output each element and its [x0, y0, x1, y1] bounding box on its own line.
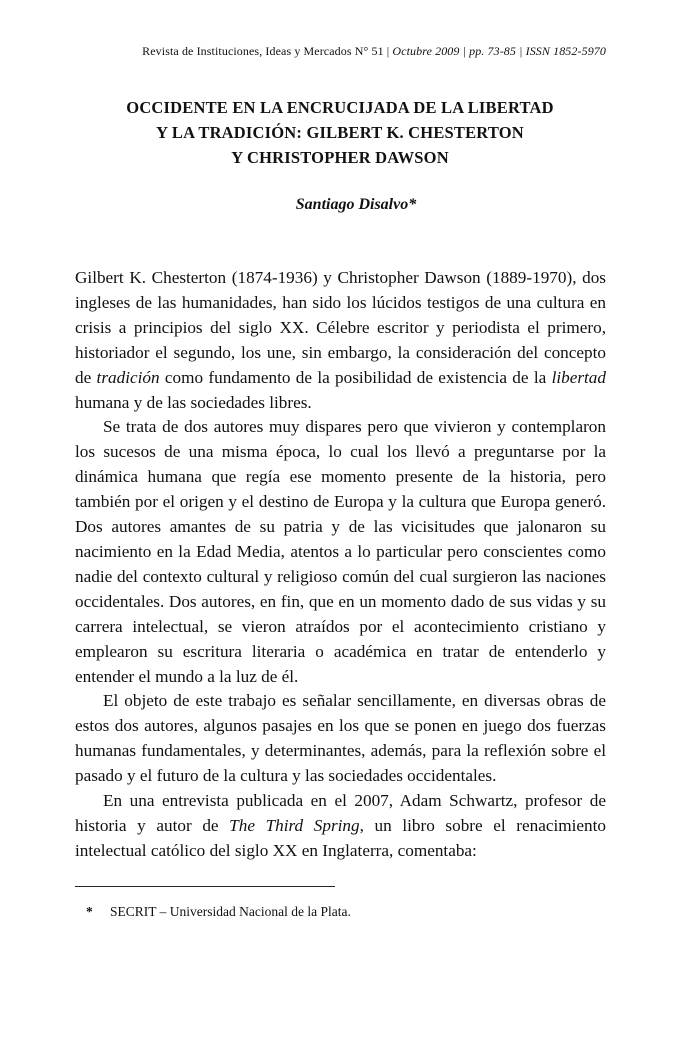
running-header [142, 44, 606, 59]
footnote-marker: * [86, 904, 93, 919]
article-body [75, 266, 606, 864]
title-line-2: Y LA TRADICIÓN: GILBERT K. CHESTERTON [156, 123, 524, 142]
paragraph-4-text-b: , un libro sobre el renacimiento intelectual católico del siglo XX en Inglaterra, comentaba: [75, 815, 606, 860]
footnote-text: SECRIT – Universidad Nacional de la Plata. [110, 904, 351, 919]
footnote [86, 904, 351, 920]
journal-name: Revista de Instituciones, Ideas y Mercados N° 51 | [142, 44, 390, 58]
paragraph-4-text-a: En una entrevista publicada en el 2007, Adam Schwartz, profesor de historia y autor de [75, 791, 606, 835]
title-line-1: OCCIDENTE EN LA ENCRUCIJADA DE LA LIBERTAD [126, 98, 554, 117]
emphasis-libertad: libertad [551, 367, 606, 387]
paragraph-3: El objeto de este trabajo es señalar sencillamente, en diversas obras de estos dos autores, algunos pasajes en los que se ponen en juego dos fuerzas humanas fundamentales, y determinantes, además, para la reflexión sobre el pasado y el futuro de la cultura y las sociedades occidentales. [75, 691, 606, 786]
paragraph-1-text-a: Gilbert K. Chesterton (1874-1936) y Christopher Dawson (1889-1970), dos ingleses de las humanidades, han sido los lúcidos testigos de una cultura en crisis a principios del siglo XX. Célebre escritor y periodista el primero, historiador el segundo, los une, sin embargo, la consideración del concepto de [75, 268, 606, 387]
title-line-3: Y CHRISTOPHER DAWSON [231, 148, 449, 167]
paragraph-2: Se trata de dos autores muy dispares pero que vivieron y contemplaron los sucesos de una misma época, lo cual los llevó a preguntarse por la dinámica humana que regía ese momento presente de la historia, pero también por el origen y el destino de Europa y la cultura que Europa generó. Dos autores amantes de su patria y de las vicisitudes que jalonaron su nacimiento en la Edad Media, atentos a lo particular pero conscientes como nadie del contexto cultural y religioso común del cual surgieron las naciones occidentales. Dos autores, en fin, que en un momento dado de sus vidas y su carrera intelectual, se vieron atraídos por el acontecimiento cristiano y emplearon su escritura literaria o académica en tratar de entenderlo y entender el mundo a la luz de él. [75, 417, 606, 686]
author-name: Santiago Disalvo* [295, 196, 417, 213]
paragraph-1 [75, 266, 606, 415]
emphasis-tradicion: tradición [96, 367, 160, 387]
footnote-divider [75, 886, 335, 887]
paragraph-4 [75, 789, 606, 864]
article-title [0, 95, 680, 170]
paragraph-1-text-b: como fundamento de la posibilidad de existencia de la [159, 367, 552, 387]
book-title: The Third Spring [229, 815, 360, 835]
author-byline [0, 196, 680, 214]
issue-info: Octubre 2009 | pp. 73-85 | ISSN 1852-5970 [392, 44, 606, 58]
paragraph-1-text-c: humana y de las sociedades libres. [75, 392, 312, 412]
